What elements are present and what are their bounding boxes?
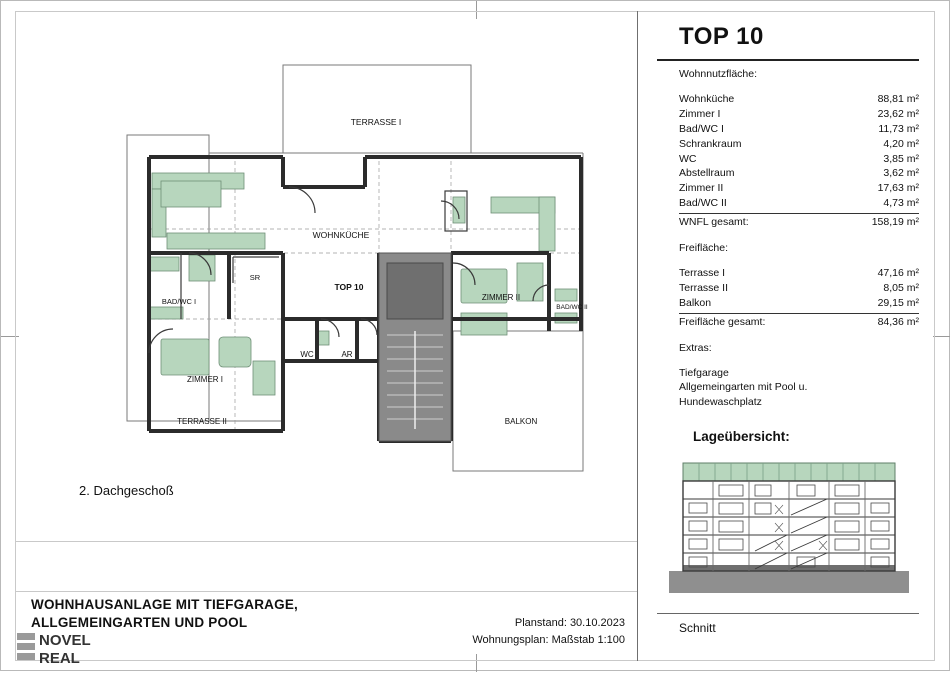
outdoor-total-value: 84,36 m² xyxy=(877,315,919,328)
crop-mark-right xyxy=(933,336,950,337)
outdoor-row xyxy=(679,266,919,281)
area-schedule xyxy=(679,67,919,410)
extras-item: Hundewaschplatz xyxy=(679,396,762,409)
svg-text:BAD/WC I: BAD/WC I xyxy=(161,297,197,306)
area-label: Abstellraum xyxy=(679,167,735,180)
area-value: 17,63 m² xyxy=(877,182,919,195)
area-label: Bad/WC II xyxy=(679,197,727,210)
outdoor-area-heading: Freifläche: xyxy=(679,242,729,255)
outdoor-row xyxy=(679,296,919,311)
floor-label: 2. Dachgeschoß xyxy=(79,483,174,498)
project-title-line2: ALLGEMEINGARTEN UND POOL xyxy=(31,615,248,631)
logo-text-top: NOVEL xyxy=(39,632,91,649)
plan-meta xyxy=(425,615,625,648)
outdoor-label: Balkon xyxy=(679,296,712,309)
vertical-divider xyxy=(637,11,638,661)
project-title xyxy=(31,596,351,632)
outdoor-value: 29,15 m² xyxy=(877,296,919,309)
svg-text:ZIMMER II: ZIMMER II xyxy=(481,293,521,302)
area-label: Zimmer II xyxy=(679,182,724,195)
plan-date: Planstand: 30.10.2023 xyxy=(514,617,625,629)
area-label: Zimmer I xyxy=(679,107,721,120)
area-label: WC xyxy=(679,152,697,165)
outdoor-label: Terrasse I xyxy=(679,266,726,279)
area-value: 23,62 m² xyxy=(877,107,919,120)
title-underline xyxy=(657,59,919,61)
svg-text:TOP 10: TOP 10 xyxy=(334,282,364,292)
svg-text:SR: SR xyxy=(249,273,261,282)
building-section-drawing xyxy=(669,453,909,605)
area-label: Schrankraum xyxy=(679,137,742,150)
svg-text:WC: WC xyxy=(300,350,314,359)
area-row xyxy=(679,181,919,196)
outdoor-value: 8,05 m² xyxy=(883,281,919,294)
area-label: Wohnküche xyxy=(679,92,735,105)
living-area-heading: Wohnnutzfläche: xyxy=(679,68,758,80)
floor-plan xyxy=(81,41,601,501)
area-value: 3,85 m² xyxy=(883,152,919,165)
outdoor-total-row xyxy=(679,313,919,330)
svg-text:ZIMMER I: ZIMMER I xyxy=(187,375,223,384)
outdoor-total-label: Freifläche gesamt: xyxy=(679,315,766,328)
area-label: Bad/WC I xyxy=(679,122,724,135)
area-row xyxy=(679,137,919,152)
area-value: 3,62 m² xyxy=(883,167,919,180)
svg-text:TERRASSE I: TERRASSE I xyxy=(350,117,402,127)
extras-item: Tiefgarage xyxy=(679,366,729,379)
area-row xyxy=(679,166,919,181)
outdoor-label: Terrasse II xyxy=(679,281,729,294)
area-total-row xyxy=(679,213,919,230)
svg-text:BALKON: BALKON xyxy=(504,417,538,426)
area-row xyxy=(679,122,919,137)
area-value: 88,81 m² xyxy=(877,92,919,105)
area-row xyxy=(679,196,919,211)
section-caption: Schnitt xyxy=(679,621,716,635)
area-total-value: 158,19 m² xyxy=(871,216,919,229)
logo-text-bottom: REAL xyxy=(39,650,80,667)
area-value: 4,20 m² xyxy=(883,137,919,150)
plan-scale: Wohnungsplan: Maßstab 1:100 xyxy=(472,633,625,646)
area-row xyxy=(679,92,919,107)
area-value: 11,73 m² xyxy=(878,122,919,135)
extras-item: Allgemeingarten mit Pool u. xyxy=(679,381,808,394)
section-caption-rule xyxy=(657,613,919,614)
company-logo xyxy=(15,629,145,669)
horizontal-divider-lower xyxy=(15,591,637,592)
horizontal-divider-upper xyxy=(15,541,637,542)
project-title-line1: WOHNHAUSANLAGE MIT TIEFGARAGE, xyxy=(31,597,298,612)
area-total-label: WNFL gesamt: xyxy=(679,216,749,229)
site-overview-title: Lageübersicht: xyxy=(693,429,790,444)
svg-text:WOHNKÜCHE: WOHNKÜCHE xyxy=(312,230,370,240)
svg-text:TERRASSE II: TERRASSE II xyxy=(177,417,227,426)
area-row xyxy=(679,107,919,122)
extras-heading: Extras: xyxy=(679,341,712,354)
outdoor-row xyxy=(679,281,919,296)
svg-text:BAD/WC II: BAD/WC II xyxy=(556,304,588,311)
svg-text:AR: AR xyxy=(341,350,353,359)
area-value: 4,73 m² xyxy=(883,197,919,210)
area-row xyxy=(679,152,919,167)
outdoor-value: 47,16 m² xyxy=(877,266,919,279)
page-title: TOP 10 xyxy=(679,23,764,50)
